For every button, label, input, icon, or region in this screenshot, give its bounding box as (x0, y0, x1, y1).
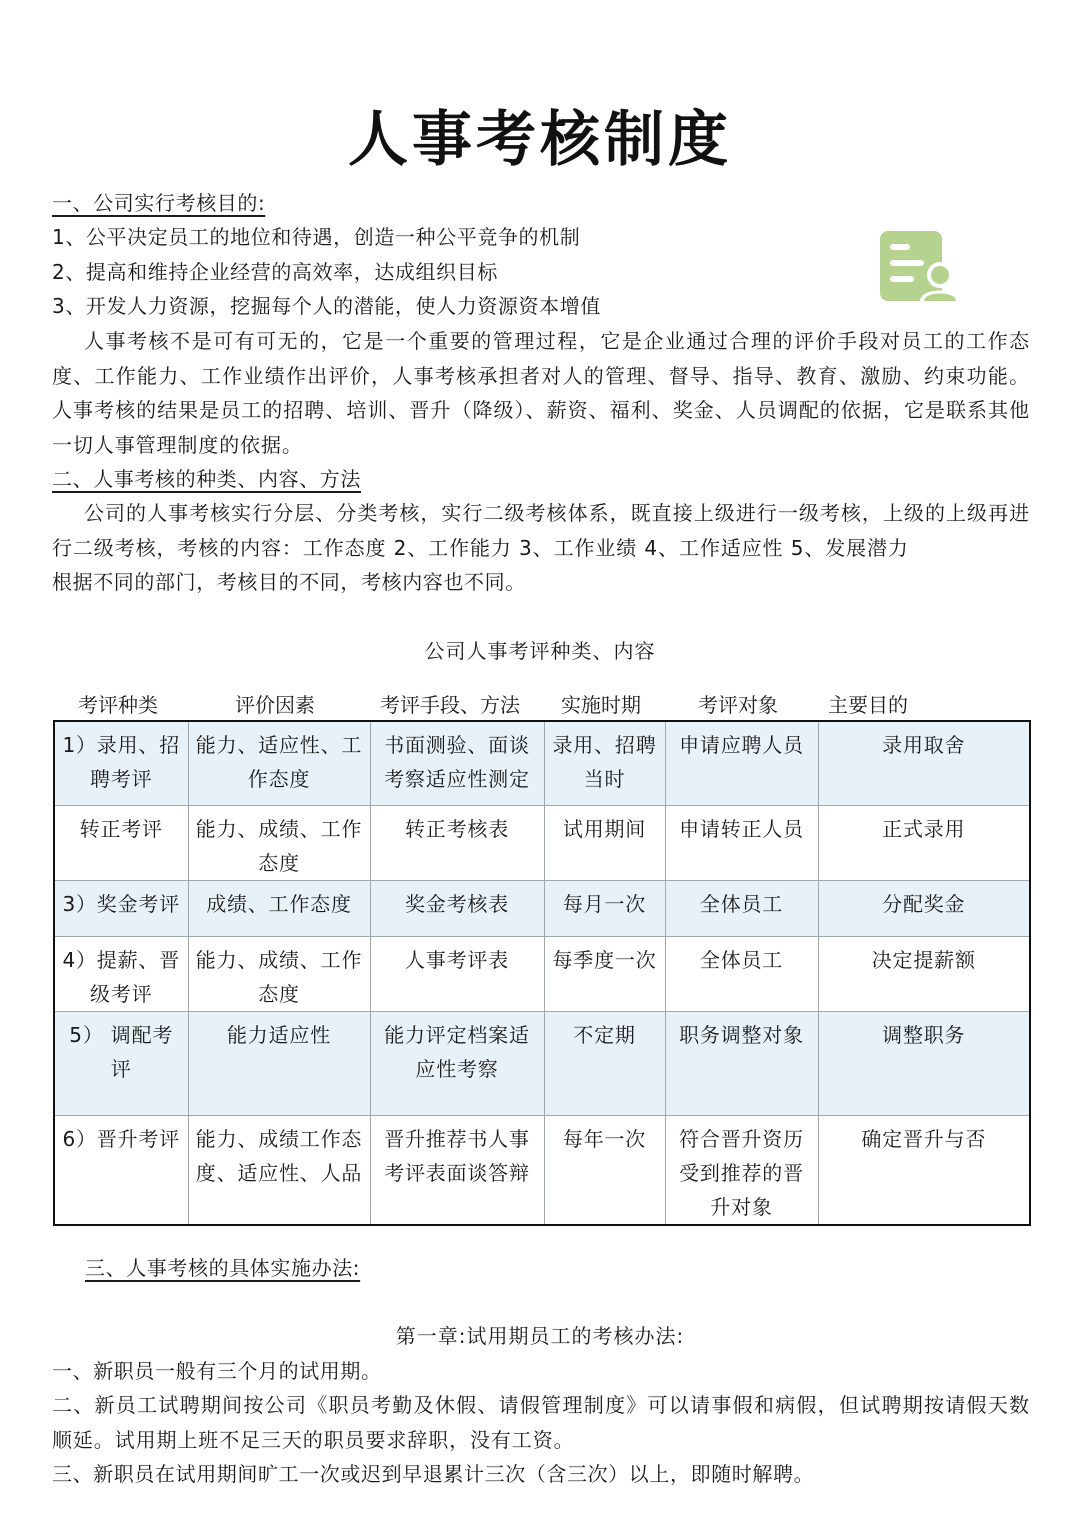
table-cell: 分配奖金 (818, 880, 1030, 936)
table-row (54, 1011, 1030, 1115)
table-row (54, 805, 1030, 880)
table-cell: 每月一次 (544, 880, 665, 936)
section3-item-3: 三、新职员在试用期间旷工一次或迟到早退累计三次（含三次）以上，即随时解聘。 (52, 1462, 815, 1486)
table-cell: 能力、适应性、工作态度 (188, 721, 370, 805)
table-cell: 转正考核表 (370, 805, 544, 880)
section2-line: 根据不同的部门，考核目的不同，考核内容也不同。 (52, 570, 526, 594)
table-header-target: 考评对象 (698, 693, 778, 717)
table-cell: 1）录用、招聘考评 (54, 721, 188, 805)
table-cell: 调整职务 (818, 1011, 1030, 1115)
table-cell: 全体员工 (665, 936, 818, 1011)
table-cell: 晋升推荐书人事考评表面谈答辩 (370, 1115, 544, 1225)
table-cell: 转正考评 (54, 805, 188, 880)
table-cell: 符合晋升资历受到推荐的晋升对象 (665, 1115, 818, 1225)
table-cell: 不定期 (544, 1011, 665, 1115)
table-cell: 每季度一次 (544, 936, 665, 1011)
section3-heading: 三、人事考核的具体实施办法: (85, 1256, 361, 1280)
table-cell: 确定晋升与否 (818, 1115, 1030, 1225)
document-user-icon (880, 231, 960, 303)
table-row (54, 936, 1030, 1011)
table-row (54, 721, 1030, 805)
appraisal-table (53, 720, 1031, 1226)
section3-item-2: 二、新员工试聘期间按公司《职员考勤及休假、请假管理制度》可以请事假和病假，但试聘期按请假天数顺延。试用期上班不足三天的职员要求辞职，没有工资。 (52, 1393, 1030, 1452)
table-cell: 人事考评表 (370, 936, 544, 1011)
table-cell: 书面测验、面谈考察适应性测定 (370, 721, 544, 805)
table-cell: 3）奖金考评 (54, 880, 188, 936)
section2-paragraph: 公司的人事考核实行分层、分类考核，实行二级考核体系，既直接上级进行一级考核，上级的上级再进行二级考核，考核的内容：工作态度 2、工作能力 3、工作业绩 4、工作适应性 5、发展潜力 (52, 501, 1030, 560)
table-cell: 每年一次 (544, 1115, 665, 1225)
table-cell: 5） 调配考评 (54, 1011, 188, 1115)
table-cell: 全体员工 (665, 880, 818, 936)
section1-item-1: 1、公平决定员工的地位和待遇，创造一种公平竞争的机制 (52, 225, 581, 249)
section1-paragraph: 人事考核不是可有可无的，它是一个重要的管理过程，它是企业通过合理的评价手段对员工的工作态度、工作能力、工作业绩作出评价，人事考核承担者对人的管理、督导、指导、教育、激励、约束功能。人事考核的结果是员工的招聘、培训、晋升（降级）、薪资、福利、奖金、人员调配的依据，它是联系其他一切人事管理制度的依据。 (52, 329, 1030, 457)
table-cell: 成绩、工作态度 (188, 880, 370, 936)
table-cell: 能力适应性 (188, 1011, 370, 1115)
table-row (54, 880, 1030, 936)
table-cell: 奖金考核表 (370, 880, 544, 936)
table-cell: 能力评定档案适应性考察 (370, 1011, 544, 1115)
section1-heading: 一、公司实行考核目的: (52, 191, 266, 215)
table-cell: 正式录用 (818, 805, 1030, 880)
section1-item-3: 3、开发人力资源，挖掘每个人的潜能，使人力资源资本增值 (52, 294, 601, 318)
table-cell: 申请转正人员 (665, 805, 818, 880)
table-header-type: 考评种类 (78, 693, 158, 717)
table-cell: 录用取舍 (818, 721, 1030, 805)
table-cell: 职务调整对象 (665, 1011, 818, 1115)
table-cell: 申请应聘人员 (665, 721, 818, 805)
section3-item-1: 一、新职员一般有三个月的试用期。 (52, 1359, 382, 1383)
section1-item-2: 2、提高和维持企业经营的高效率，达成组织目标 (52, 260, 498, 284)
table-cell: 6）晋升考评 (54, 1115, 188, 1225)
table-caption: 公司人事考评种类、内容 (424, 639, 656, 663)
table-cell: 录用、招聘当时 (544, 721, 665, 805)
table-header-factor: 评价因素 (235, 693, 315, 717)
table-cell: 4）提薪、晋级考评 (54, 936, 188, 1011)
table-header-period: 实施时期 (561, 693, 641, 717)
table-cell: 能力、成绩、工作态度 (188, 936, 370, 1011)
table-header-method: 考评手段、方法 (380, 693, 520, 717)
table-row (54, 1115, 1030, 1225)
table-cell: 能力、成绩、工作态度 (188, 805, 370, 880)
page-title: 人事考核制度 (348, 105, 732, 175)
table-header-purpose: 主要目的 (828, 693, 908, 717)
section2-heading: 二、人事考核的种类、内容、方法 (52, 467, 361, 491)
chapter-title: 第一章:试用期员工的考核办法: (395, 1324, 685, 1348)
table-cell: 能力、成绩工作态度、适应性、人品 (188, 1115, 370, 1225)
table-cell: 试用期间 (544, 805, 665, 880)
table-cell: 决定提薪额 (818, 936, 1030, 1011)
